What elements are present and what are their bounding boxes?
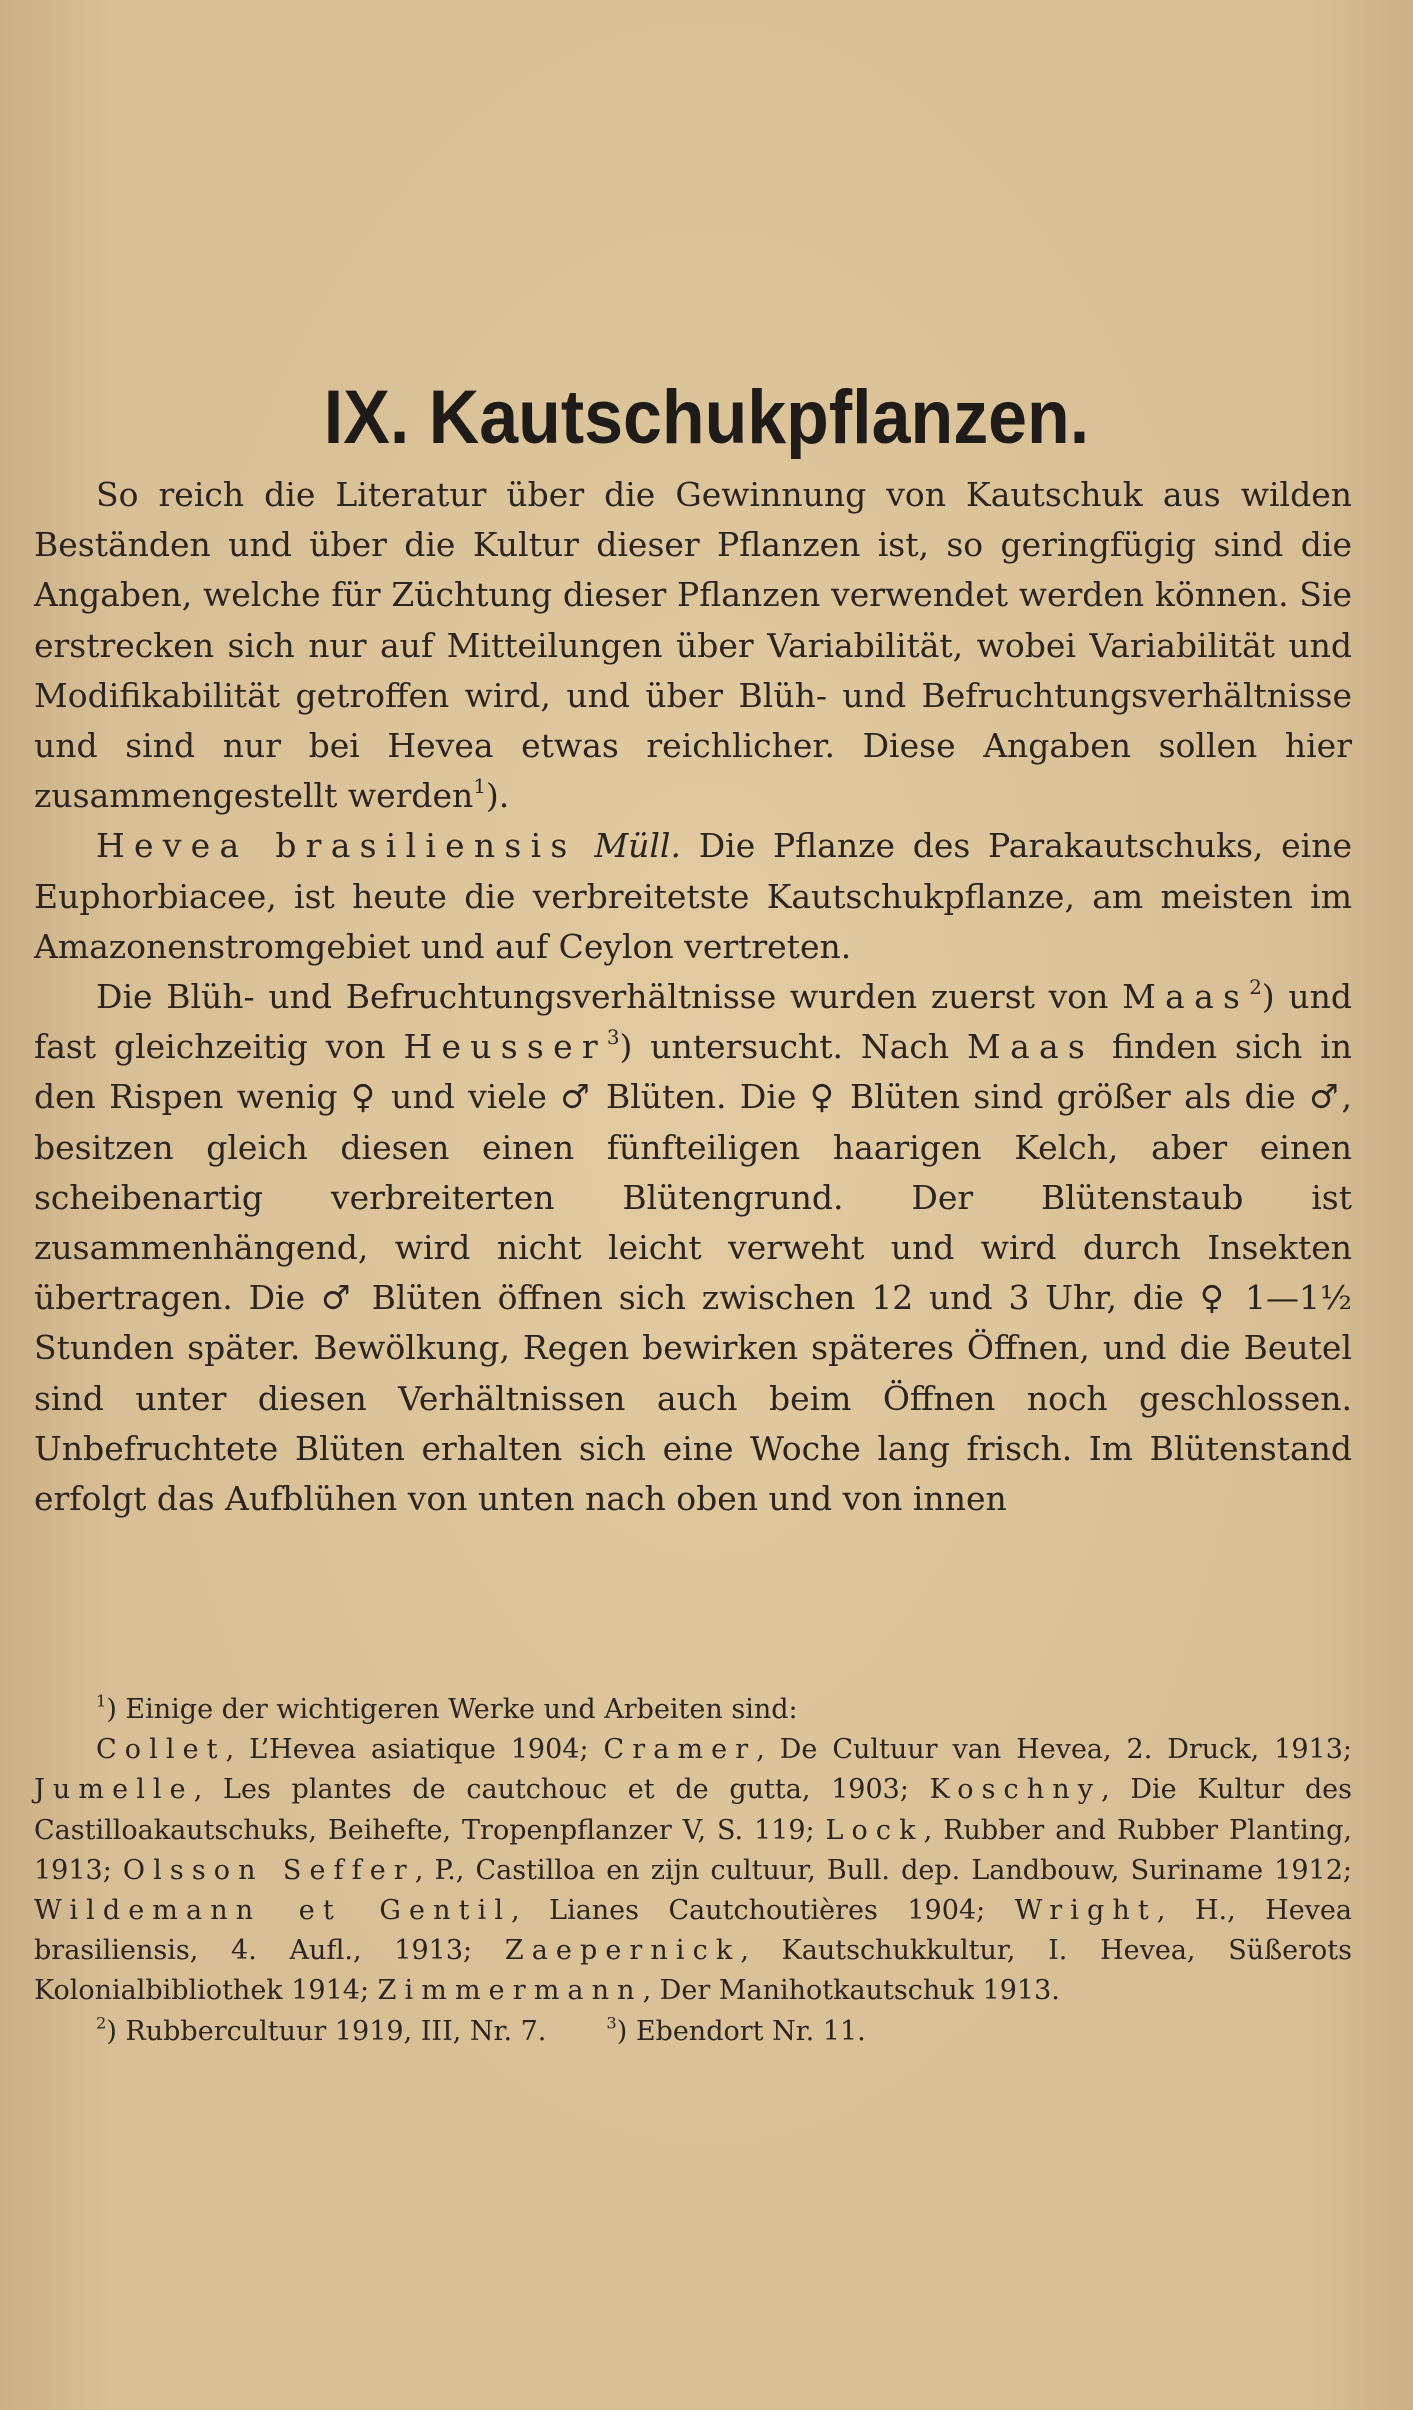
text-run: , H., Hevea brasiliensis, 4. Aufl., 1913; [34, 1895, 1352, 1967]
text-run: , Les plantes de cautchouc et de gutta, 1903; [193, 1774, 930, 1806]
text-run: , P., Castilloa en zijn cultuur, Bull. dep. Landbouw, Suriname 1912; [414, 1854, 1352, 1886]
spaced-name: Maas [967, 1027, 1095, 1067]
footnote-marker: 1 [473, 775, 486, 799]
text-run: Die Pflanze des Parakautschuks, eine Euphorbiacee, ist heute die verbreitetste Kautschukpflanze, am meisten im Amazonenstromgebiet und auf Ceylon vertreten. [34, 826, 1352, 966]
text-run: ) und fast gleichzeitig von [34, 977, 1352, 1067]
paragraph [34, 972, 1352, 1524]
footnote [34, 1690, 1352, 1730]
spaced-name: Zimmermann [377, 1975, 643, 2007]
text-run [577, 826, 595, 865]
text-run: So reich die Literatur über die Gewinnung von Kautschuk aus wilden Beständen und über die Kultur dieser Pflanzen ist, so geringfügig sind die Angaben, welche für Züchtung dieser Pflanzen verwendet werden können. Sie erstrecken sich nur auf Mitteilungen über Variabilität, wobei Variabilität und Modifikabilität getroffen wird, und über Blüh- und Befruchtungsverhältnisse und sind nur bei Hevea etwas reichlicher. Diese Angaben sollen hier zusammengestellt werden [34, 475, 1352, 816]
spaced-name: Wright [1014, 1895, 1157, 1927]
spaced-name: Wildemann et Gentil [34, 1895, 512, 1927]
spaced-name: Cramer [603, 1734, 757, 1766]
main-text [34, 470, 1352, 1524]
text-run: , De Cultuur van Hevea, 2. Druck, 1913; [756, 1734, 1352, 1766]
text-run: finden sich in den Rispen wenig ♀ und viele ♂ Blüten. Die ♀ Blüten sind größer als die ♂, besitzen gleich diesen einen fünfteiligen haarigen Kelch, aber einen scheibenartig verbreiterten Blütengrund. Der Blütenstaub ist zusammenhängend, wird nicht leicht verweht und wird durch Insekten übertragen. Die ♂ Blüten öffnen sich zwischen 12 und 3 Uhr, die ♀ 1—1½ Stunden später. Bewölkung, Regen bewirken späteres Öffnen, und die Beutel sind unter diesen Verhältnissen auch beim Öffnen noch geschlossen. Unbefruchtete Blüten erhalten sich eine Woche lang frisch. Im Blütenstand erfolgt das Aufblühen von unten nach oben und von innen [34, 1027, 1352, 1519]
footnotes [34, 1690, 1352, 2052]
spaced-name: Collet [96, 1734, 226, 1766]
text-run: ) Rubbercultuur 1919, III, Nr. 7. [106, 2015, 547, 2047]
footnote-marker: 2 [1249, 976, 1262, 1000]
text-run: , L’Hevea asiatique 1904; [225, 1734, 604, 1766]
text-run: , Die Kultur des Castilloakautschuks, Beihefte, Tropenpflanzer V, S. 119; [34, 1774, 1352, 1846]
paragraph [34, 821, 1352, 972]
spaced-name: Olsson Seffer [122, 1854, 415, 1886]
text-run: , Lianes Cautchoutières 1904; [511, 1895, 1015, 1927]
footnote-marker: 3 [606, 2013, 617, 2033]
footnote [34, 2012, 1352, 2052]
spaced-name: Maas [1122, 977, 1250, 1017]
italic-text: Müll. [594, 826, 681, 866]
spaced-name: Hevea brasiliensis [96, 826, 577, 866]
spaced-name: Zaepernick [504, 1935, 741, 1967]
footnote-marker: 2 [96, 2013, 107, 2033]
text-run: , Der Manihotkautschuk 1913. [642, 1975, 1060, 2007]
text-run: ) Ebendort Nr. 11. [616, 2015, 866, 2047]
text-run: Die Blüh- und Befruchtungsverhältnisse wurden zuerst von [96, 977, 1123, 1017]
spaced-name: Heusser [403, 1027, 607, 1067]
footnote-marker: 3 [606, 1026, 620, 1050]
text-run: ). [485, 776, 510, 816]
footnote-marker: 1 [96, 1691, 107, 1711]
chapter-title: IX. Kautschukpflanzen. [323, 374, 1090, 460]
paragraph [34, 470, 1352, 821]
spaced-name: Jumelle [34, 1774, 194, 1806]
text-run: , Rubber and Rubber Planting, 1913; [34, 1814, 1353, 1886]
text-run: , Kautschukkultur, I. Hevea, Süßerots Kolonialbibliothek 1914; [34, 1935, 1352, 2007]
spaced-name: Koschny [929, 1774, 1102, 1806]
text-run: ) untersucht. Nach [619, 1027, 968, 1067]
spaced-name: Lock [825, 1814, 924, 1846]
text-run: ) Einige der wichtigeren Werke und Arbeiten sind: [106, 1694, 798, 1725]
footnote [34, 1730, 1352, 2011]
